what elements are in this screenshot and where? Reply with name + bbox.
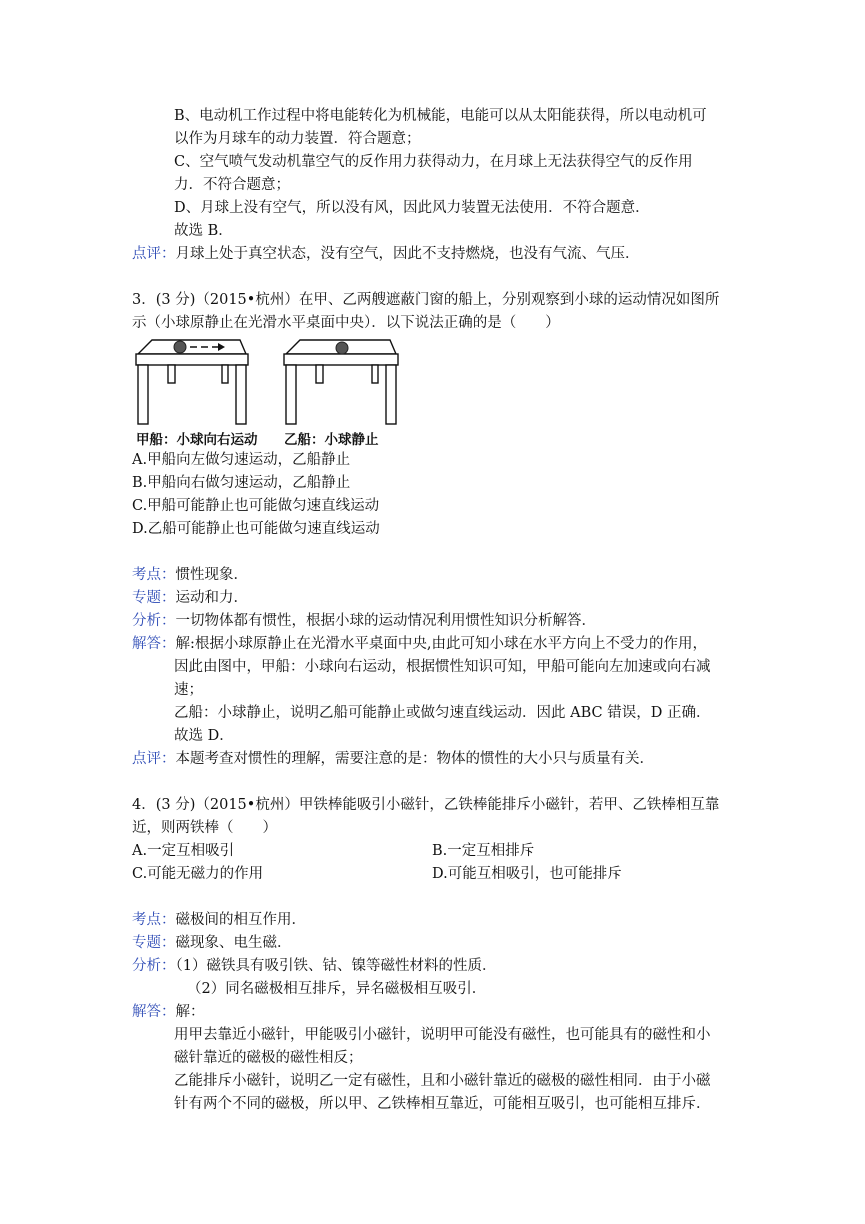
- q4-jieda: [132, 1002, 205, 1022]
- table-left: [136, 340, 248, 424]
- q4-jieda-label: 解答：: [132, 1004, 176, 1020]
- q3-option-d: D.乙船可能静止也可能做匀速直线运动: [132, 521, 380, 537]
- q2-comment-label: 点评：: [132, 246, 176, 262]
- q3-fenxi-text: 一切物体都有惯性，根据小球的运动情况利用惯性知识分析解答．: [175, 613, 596, 629]
- q4-kaodian-label: 考点：: [132, 912, 176, 928]
- q3-zhuanti-text: 运动和力．: [175, 590, 248, 606]
- q3-kaodian-text: 惯性现象．: [175, 567, 248, 583]
- q3-dianping-label: 点评：: [132, 751, 176, 767]
- q3-stem-line1: 3．(3 分)（2015•杭州）在甲、乙两艘遮蔽门窗的船上，分别观察到小球的运动情况如图所: [132, 292, 720, 308]
- q4-jieda-line2: 用甲去靠近小磁针，甲能吸引小磁针，说明甲可能没有磁性，也可能具有的磁性和小: [174, 1027, 711, 1043]
- q4-option-b: B.一定互相排斥: [432, 843, 535, 859]
- q4-fenxi-line1: （1）磁铁具有吸引铁、钴、镍等磁性材料的性质．: [175, 958, 497, 974]
- q3-jieda-line5: 故选 D．: [174, 728, 234, 744]
- q2-choose: 故选 B．: [174, 223, 233, 239]
- q4-jieda-line4: 乙能排斥小磁针，说明乙一定有磁性，且和小磁针靠近的磁极的磁性相同．由于小磁: [174, 1073, 711, 1089]
- q4-option-d: D.可能互相吸引，也可能排斥: [432, 866, 622, 882]
- q3-option-b: B.甲船向右做匀速运动，乙船静止: [132, 475, 351, 491]
- q2-option-b-line1: B、电动机工作过程中将电能转化为机械能，电能可以从太阳能获得，所以电动机可: [174, 108, 707, 124]
- q4-fenxi-label: 分析：: [132, 958, 176, 974]
- q2-option-c-line2: 力．不符合题意；: [174, 177, 290, 193]
- q3-jieda-line3: 速；: [174, 682, 203, 698]
- q3-dianping-text: 本题考查对惯性的理解，需要注意的是：物体的惯性的大小只与质量有关．: [175, 751, 654, 767]
- figure-caption-left: 甲船：小球向右运动: [136, 432, 258, 448]
- q3-dianping: [132, 749, 654, 769]
- q3-jieda: [132, 634, 707, 654]
- q2-comment-text: 月球上处于真空状态，没有空气，因此不支持燃烧，也没有气流、气压．: [175, 246, 640, 262]
- q4-option-a: A.一定互相吸引: [132, 843, 235, 859]
- q4-option-c: C.可能无磁力的作用: [132, 866, 264, 882]
- q3-zhuanti-label: 专题：: [132, 590, 176, 606]
- q4-zhuanti-text: 磁现象、电生磁．: [175, 935, 292, 951]
- q2-option-b-line2: 以作为月球车的动力装置．符合题意；: [174, 131, 421, 147]
- q3-kaodian: [132, 565, 248, 585]
- q3-zhuanti: [132, 588, 248, 608]
- ball-right: [336, 342, 348, 354]
- q4-zhuanti-label: 专题：: [132, 935, 176, 951]
- q2-comment: [132, 244, 640, 264]
- q3-fenxi-label: 分析：: [132, 613, 176, 629]
- q3-option-c: C.甲船可能静止也可能做匀速直线运动: [132, 498, 380, 514]
- q3-option-a: A.甲船向左做匀速运动，乙船静止: [132, 452, 351, 468]
- q3-fenxi: [132, 611, 596, 631]
- q2-option-d-line1: D、月球上没有空气，所以没有风，因此风力装置无法使用．不符合题意．: [174, 200, 650, 216]
- q2-option-c-line1: C、空气喷气发动机靠空气的反作用力获得动力，在月球上无法获得空气的反作用: [174, 154, 693, 170]
- q4-fenxi: [132, 956, 496, 976]
- figure-caption-right: 乙船：小球静止: [284, 432, 379, 448]
- q4-jieda-line3: 磁针靠近的磁极的磁性相反；: [174, 1050, 363, 1066]
- q3-jieda-line2: 因此由图中，甲船：小球向右运动，根据惯性知识可知，甲船可能向左加速或向右减: [174, 659, 711, 675]
- q3-jieda-label: 解答：: [132, 636, 176, 652]
- q4-kaodian-text: 磁极间的相互作用．: [175, 912, 306, 928]
- q4-kaodian: [132, 910, 306, 930]
- q4-fenxi-line2: （2）同名磁极相互排斥，异名磁极相互吸引．: [187, 981, 487, 997]
- q3-stem-line2: 示（小球原静止在光滑水平桌面中央）．以下说法正确的是（ ）: [132, 315, 560, 331]
- q4-stem-line2: 近，则两铁棒（ ）: [132, 820, 277, 836]
- q4-zhuanti: [132, 933, 292, 953]
- q4-jieda-line5: 针有两个不同的磁极，所以甲、乙铁棒相互靠近，可能相互吸引，也可能相互排斥．: [174, 1096, 711, 1112]
- q3-kaodian-label: 考点：: [132, 567, 176, 583]
- q3-jieda-line4: 乙船：小球静止，说明乙船可能静止或做匀速直线运动．因此 ABC 错误，D 正确．: [174, 705, 711, 721]
- q3-jieda-line1: 解:根据小球原静止在光滑水平桌面中央,由此可知小球在水平方向上不受力的作用，: [175, 636, 707, 652]
- q4-stem-line1: 4．(3 分)（2015•杭州）甲铁棒能吸引小磁针，乙铁棒能排斥小磁针，若甲、乙铁棒相互靠: [132, 797, 720, 813]
- ball-left: [174, 341, 186, 353]
- q4-jieda-line1: 解：: [175, 1004, 205, 1020]
